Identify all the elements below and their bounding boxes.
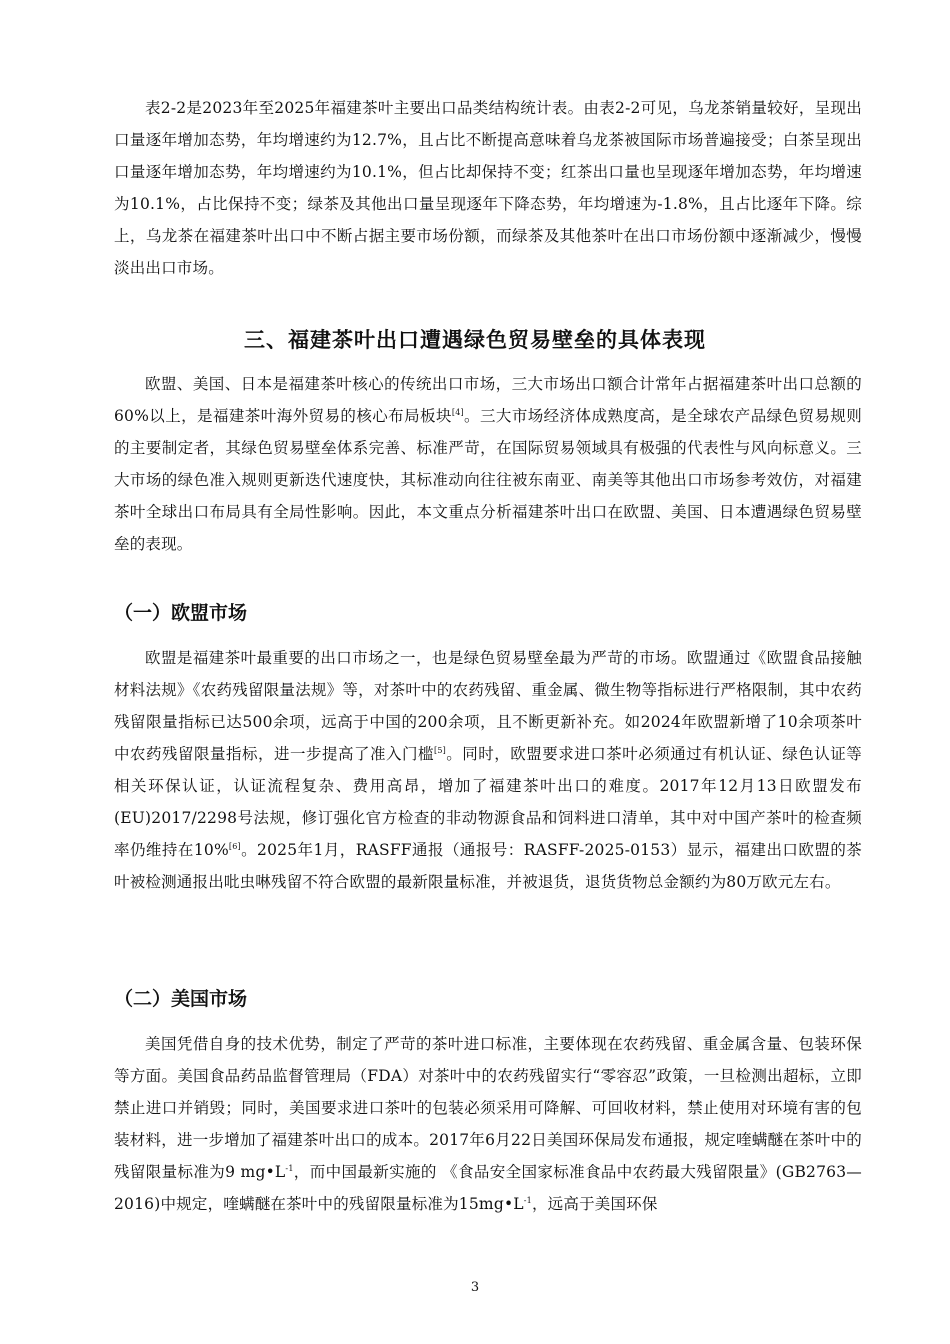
text-run: ，远高于美国环保 [531,1195,658,1213]
text-run: 。三大市场经济体成熟度高，是全球农产品绿色贸易规则的主要制定者，其绿色贸易壁垒体系完善、标准严苛，在国际贸易领域具有极强的代表性与风向标意义。三大市场的绿色准入规则更新迭代速度快，其标准动向往往被东南亚、南美等其他出口市场参考效仿，对福建茶叶全球出口布局具有全局性影响。因此，本文重点分析福建茶叶出口在欧盟、美国、日本遭遇绿色贸易壁垒的表现。 [114,407,862,553]
unit-superscript: -1 [523,1195,532,1205]
citation-ref: [5] [434,745,446,755]
text-run: 。2025年1月，RASFF通报（通报号：RASFF-2025-0153）显示，福建出口欧盟的茶叶被检测通报出吡虫啉残留不符合欧盟的最新限量标准，并被退货，退货货物总金额约为80万欧元左右。 [114,841,862,891]
unit-superscript: -1 [285,1163,294,1173]
paragraph-text [114,642,862,898]
paragraph-text: 表2-2是2023年至2025年福建茶叶主要出口品类结构统计表。由表2-2可见，乌龙茶销量较好，呈现出口量逐年增加态势，年均增速约为12.7%，且占比不断提高意味着乌龙茶被国际市场普遍接受；白茶呈现出口量逐年增加态势，年均增速约为10.1%，但占比却保持不变；红茶出口量也呈现逐年增加态势，年均增速为10.1%，占比保持不变；绿茶及其他出口量呈现逐年下降态势，年均增速为-1.8%，且占比逐年下降。综上，乌龙茶在福建茶叶出口中不断占据主要市场份额，而绿茶及其他茶叶在出口市场份额中逐渐减少，慢慢淡出出口市场。 [114,99,862,277]
text-run: 欧盟是福建茶叶最重要的出口市场之一，也是绿色贸易壁垒最为严苛的市场。欧盟通过《欧盟食品接触材料法规》《农药残留限量法规》等，对茶叶中的农药残留、重金属、微生物等指标进行严格限制，其中农药残留限量指标已达500余项，远高于中国的200余项，且不断更新补充。如2024年欧盟新增了10余项茶叶中农药残留限量指标，进一步提高了准入门槛 [114,649,862,763]
text-run: 欧盟、美国、日本是福建茶叶核心的传统出口市场，三大市场出口额合计常年占据福建茶叶出口总额的60%以上，是福建茶叶海外贸易的核心布局板块 [114,375,862,425]
citation-ref: [4] [451,407,464,417]
text-run: 美国凭借自身的技术优势，制定了严苛的茶叶进口标准，主要体现在农药残留、重金属含量、包装环保等方面。美国食品药品监督管理局（FDA）对茶叶中的农药残留实行“零容忍”政策，一旦检测出超标，立即禁止进口并销毁；同时，美国要求进口茶叶的包装必须采用可降解、可回收材料，禁止使用对环境有害的包装材料，进一步增加了福建茶叶出口的成本。2017年6月22日美国环保局发布通报，规定喹螨醚在茶叶中的残留限量标准为9 mg•L [114,1035,862,1181]
text-run: 。同时，欧盟要求进口茶叶必须通过有机认证、绿色认证等相关环保认证，认证流程复杂、费用高昂，增加了福建茶叶出口的难度。2017年12月13日欧盟发布(EU)2017/2298号法规，修订强化官方检查的非动物源食品和饲料进口清单，其中对中国产茶叶的检查频率仍维持在10% [114,745,862,859]
paragraph-text [114,1028,862,1220]
paragraph-eu-market [114,642,862,898]
section-title: 三、福建茶叶出口遭遇绿色贸易壁垒的具体表现 [244,328,706,352]
paragraph-markets-intro [114,368,862,560]
paragraph-export-structure [114,92,862,284]
paragraph-text [114,368,862,560]
subsection-title-eu: （一）欧盟市场 [114,602,248,624]
paragraph-us-market [114,1028,862,1220]
citation-ref: [6] [228,841,241,851]
subsection-title-us: （二）美国市场 [114,988,248,1010]
page-number: 3 [470,1280,480,1295]
text-run: ，而中国最新实施的 《食品安全国家标准食品中农药最大残留限量》(GB2763—2016)中规定，喹螨醚在茶叶中的残留限量标准为15mg•L [114,1163,862,1213]
